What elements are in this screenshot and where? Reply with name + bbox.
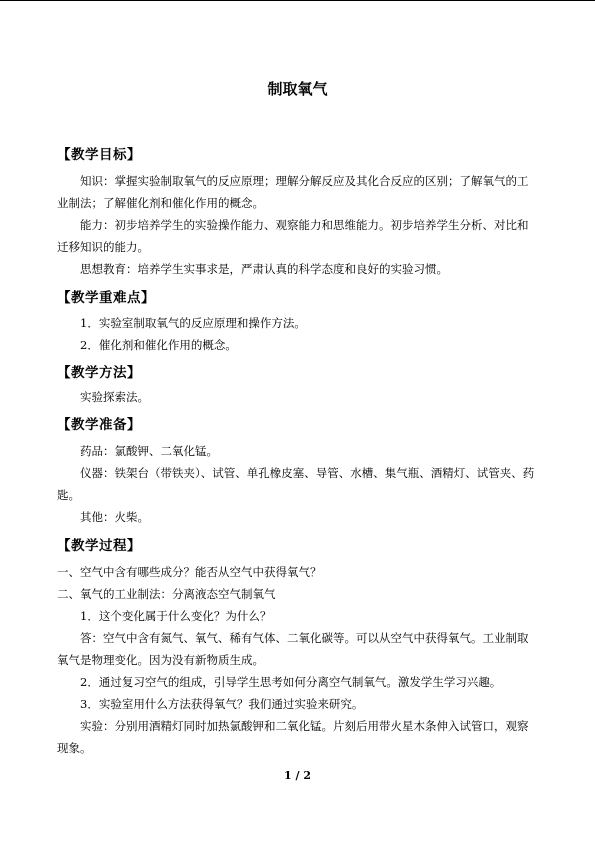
key-point-1: 1．实验室制取氧气的反应原理和操作方法。 xyxy=(80,316,306,330)
prep-instruments: 仪器：铁架台（带铁夹）、试管、单孔橡皮塞、导管、水槽、集气瓶、酒精灯、试管夹、药匙。 xyxy=(57,466,535,502)
page-number: 1 / 2 xyxy=(284,769,311,782)
heading-methods: 【教学方法】 xyxy=(57,365,141,381)
heading-preparation: 【教学准备】 xyxy=(57,417,141,433)
prep-other: 其他：火柴。 xyxy=(80,510,149,524)
prep-chemicals: 药品：氯酸钾、二氧化锰。 xyxy=(80,444,218,458)
methods-text: 实验探索法。 xyxy=(80,390,149,404)
process-item-3: 3．实验室用什么方法获得氧气？我们通过实验来研究。 xyxy=(80,697,364,711)
process-q2: 二、氧气的工业制法：分离液态空气制氧气 xyxy=(57,587,276,601)
goals-knowledge: 知识：掌握实验制取氧气的反应原理；理解分解反应及其化合反应的区别；了解氧气的工业制法；了解催化剂和催化作用的概念。 xyxy=(57,174,529,210)
process-experiment: 实验：分别用酒精灯同时加热氯酸钾和二氧化锰。片刻后用带火星木条伸入试管口，观察现象。 xyxy=(57,719,529,755)
goals-moral: 思想教育：培养学生实事求是，严肃认真的科学态度和良好的实验习惯。 xyxy=(80,262,448,276)
heading-key-points: 【教学重难点】 xyxy=(57,290,155,306)
heading-goals: 【教学目标】 xyxy=(57,147,141,163)
page-title: 制取氧气 xyxy=(267,80,328,98)
key-point-2: 2．催化剂和催化作用的概念。 xyxy=(80,338,237,352)
process-item-2: 2．通过复习空气的组成，引导学生思考如何分离空气制氧气。激发学生学习兴趣。 xyxy=(80,675,502,689)
process-item-1: 1．这个变化属于什么变化？为什么？ xyxy=(80,609,272,623)
heading-process: 【教学过程】 xyxy=(57,538,141,554)
process-q1: 一、空气中含有哪些成分？能否从空气中获得氧气？ xyxy=(57,565,322,579)
process-answer: 答：空气中含有氮气、氧气、稀有气体、二氧化碳等。可以从空气中获得氧气。工业制取氧气是物理变化。因为没有新物质生成。 xyxy=(57,631,529,667)
goals-ability: 能力：初步培养学生的实验操作能力、观察能力和思维能力。初步培养学生分析、对比和迁移知识的能力。 xyxy=(57,218,529,254)
top-border-line xyxy=(0,0,595,1)
